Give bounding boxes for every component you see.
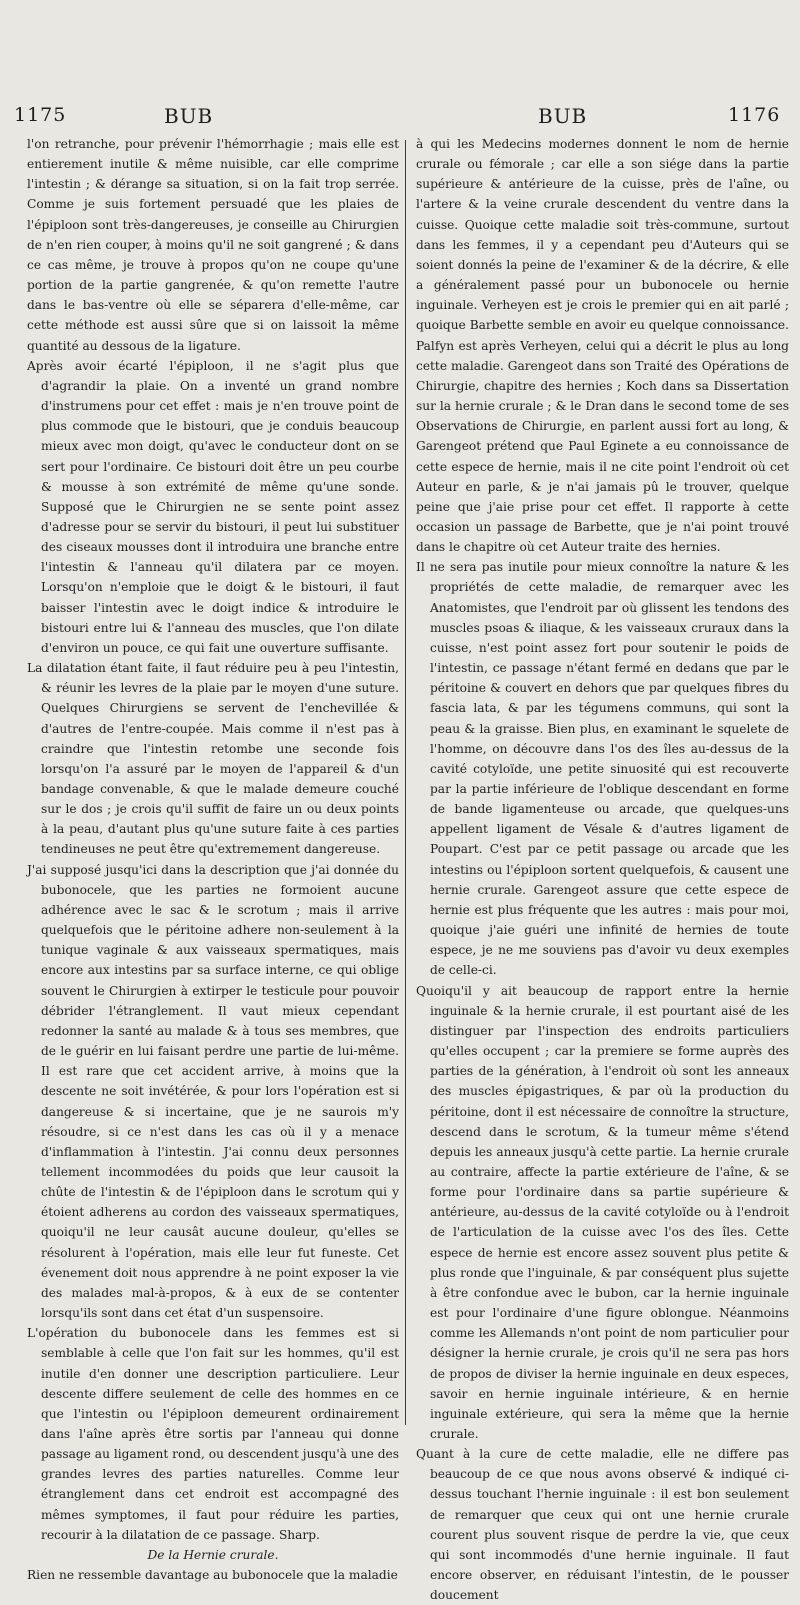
right-column [416, 134, 789, 1605]
right-paragraph-4: Quant à la cure de cette maladie, elle ne differe pas beaucoup de ce que nous avons observé & indiqué ci-dessus touchant l'hernie inguinale : il est bon seulement de remarquer que ceux qui ont une hernie crurale courent plus souvent risque de perdre la vie, que ceux qui sont incommodés d'une hernie inguinale. Il faut encore observer, en réduisant l'intestin, de le pousser doucement [416, 1447, 789, 1603]
left-paragraph-5: L'opération du bubonocele dans les femmes est si semblable à celle que l'on fait sur les hommes, qu'il est inutile d'en donner une description particuliere. Leur descente differe seulement de celle des hommes en ce que l'intestin ou l'épiploon demeurent ordinairement dans l'aîne après être sortis par l'anneau qui donne passage au ligament rond, ou descendent jusqu'à une des grandes levres des parties naturelles. Comme leur étranglement dans cet endroit est accompagné des mêmes symptomes, il faut pour réduire les parties, recourir à la dilatation de ce passage. Sharp. [27, 1326, 399, 1542]
right-running-head: BUB [538, 104, 588, 128]
left-page-number: 1175 [14, 104, 67, 126]
left-running-head: BUB [164, 104, 214, 128]
right-page-number: 1176 [728, 104, 781, 126]
left-paragraph-2: Après avoir écarté l'épiploon, il ne s'agit plus que d'agrandir la plaie. On a inventé un grand nombre d'instrumens pour cet effet : mais je n'en trouve point de plus commode que le bistouri, que je conduis beaucoup mieux avec mon doigt, qu'avec le conducteur dont on se sert pour l'ordinaire. Ce bistouri doit être un peu courbe & mousse à son extrémité de même qu'une sonde. Supposé que le Chirurgien ne se sente point assez d'adresse pour se servir du bistouri, il peut lui substituer des ciseaux mousses dont il introduira une branche entre l'intestin & l'anneau qu'il dilatera par ce moyen. Lorsqu'on n'emploie que le doigt & le bistouri, il faut baisser l'intestin avec le doigt indice & introduire le bistouri entre lui & l'anneau des muscles, que l'on dilate d'environ un pouce, ce qui fait une ouverture suffisante. [27, 358, 399, 655]
section-subheading: De la Hernie crurale. [147, 1547, 279, 1562]
right-paragraph-2: Il ne sera pas inutile pour mieux connoître la nature & les propriétés de cette maladie, de remarquer avec les Anatomistes, que l'endroit par où glissent les tendons des muscles psoas & iliaque, & les vaisseaux cruraux dans la cuisse, n'est point assez fort pour soutenir le poids de l'intestin, ce passage n'étant fermé en dedans que par le péritoine & couvert en dehors que par quelques fibres du fascia lata, & par les tégumens communs, qui sont la peau & la graisse. Bien plus, en examinant le squelete de l'homme, on découvre dans l'os des îles au-dessus de la cavité cotyloïde, une petite sinuosité qui est recouverte par la partie inférieure de l'oblique descendant en forme de bande ligamenteuse ou arcade, que quelques-uns appellent ligament de Vésale & d'autres ligament de Poupart. C'est par ce petit passage ou arcade que les intestins ou l'épiploon sortent quelquefois, & causent une hernie crurale. Garengeot assure que cette espece de hernie est plus fréquente que les autres : mais pour moi, quoique j'aie guéri une infinité de hernies de toute espece, je ne me souviens pas d'avoir vu deux exemples de celle-ci. [416, 560, 789, 978]
column-divider [405, 140, 406, 1425]
left-last-line: Rien ne ressemble davantage au bubonocele que la maladie [27, 1568, 398, 1583]
left-paragraph-1: l'on retranche, pour prévenir l'hémorrhagie ; mais elle est entierement inutile & même nuisible, car elle comprime l'intestin ; & dérange sa situation, si on la fait trop serrée. Comme je suis fortement persuadé que les plaies de l'épiploon sont très-dangereuses, je conseille au Chirurgien de n'en rien couper, à moins qu'il ne soit gangrené ; & dans ce cas même, je trouve à propos qu'on ne coupe qu'une portion de la partie gangrenée, & qu'on remette l'autre dans le bas-ventre où elle se séparera d'elle-même, car cette méthode est aussi sûre que si on laissoit la même quantité au dessous de la ligature. [27, 137, 399, 353]
left-paragraph-3: La dilatation étant faite, il faut réduire peu à peu l'intestin, & réunir les levres de la plaie par le moyen d'une suture. Quelques Chirurgiens se servent de l'enchevillée & d'autres de l'entre-coupée. Mais comme il n'est pas à craindre que l'intestin retombe une seconde fois lorsqu'on l'a assuré par le moyen de l'appareil & d'un bandage convenable, & que le malade demeure couché sur le dos ; je crois qu'il suffit de faire un ou deux points à la peau, d'autant plus qu'une suture faite à ces parties tendineuses ne peut être qu'extremement dangereuse. [27, 661, 399, 857]
left-column [27, 134, 399, 1585]
right-paragraph-1: à qui les Medecins modernes donnent le nom de hernie crurale ou fémorale ; car elle a son siége dans la partie supérieure & antérieure de la cuisse, près de l'aîne, ou l'artere & la veine crurale descendent du ventre dans la cuisse. Quoique cette maladie soit très-commune, surtout dans les femmes, il y a cependant peu d'Auteurs qui se soient donnés la peine de l'examiner & de la décrire, & elle a généralement passé pour un bubonocele ou hernie inguinale. Verheyen est je crois le premier qui en ait parlé ; quoique Barbette semble en avoir eu quelque connoissance. Palfyn est après Verheyen, celui qui a décrit le plus au long cette maladie. Garengeot dans son Traité des Opérations de Chirurgie, chapitre des hernies ; Koch dans sa Dissertation sur la hernie crurale ; & le Dran dans le second tome de ses Observations de Chirurgie, en parlent aussi fort au long, & Garengeot prétend que Paul Eginete a eu connoissance de cette espece de hernie, mais il ne cite point l'endroit où cet Auteur en parle, & je n'ai jamais pû le trouver, quelque peine que j'aie prise pour cet effet. Il rapporte à cette occasion un passage de Barbette, que je n'ai point trouvé dans le chapitre où cet Auteur traite des hernies. [416, 137, 789, 555]
right-paragraph-3: Quoiqu'il y ait beaucoup de rapport entre la hernie inguinale & la hernie crurale, il est pourtant aisé de les distinguer par l'inspection des endroits particuliers qu'elles occupent ; car la premiere se forme auprès des parties de la génération, à l'endroit où sont les anneaux des muscles épigastriques, & par où la production du péritoine, dont il est nécessaire de connoître la structure, descend dans le scrotum, & la tumeur même s'étend depuis les anneaux jusqu'à cette partie. La hernie crurale au contraire, affecte la partie extérieure de l'aîne, & se forme pour l'ordinaire dans sa partie supérieure & antérieure, au-dessus de la cavité cotyloïde ou à l'endroit de l'articulation de la cuisse avec l'os des îles. Cette espece de hernie est encore assez souvent plus petite & plus ronde que l'inguinale, & par conséquent plus sujette à être confondue avec le bubon, car la hernie inguinale est pour l'ordinaire d'une figure oblongue. Néanmoins comme les Allemands n'ont point de nom particulier pour désigner la hernie crurale, je crois qu'il ne sera pas hors de propos de diviser la hernie inguinale en deux especes, savoir en hernie inguinale intérieure, & en hernie inguinale extérieure, qui sera la même que la hernie crurale. [416, 983, 789, 1441]
left-paragraph-4: J'ai supposé jusqu'ici dans la description que j'ai donnée du bubonocele, que les parties ne formoient aucune adhérence avec le sac & le scrotum ; mais il arrive quelquefois que le péritoine adhere non-seulement à la tunique vaginale & aux vaisseaux spermatiques, mais encore aux intestins par sa surface interne, ce qui oblige souvent le Chirurgien à extirper le testicule pour pouvoir débrider l'étranglement. Il vaut mieux cependant redonner la santé au malade & à tous ses membres, que de le guérir en lui faisant perdre une partie de lui-même. Il est rare que cet accident arrive, à moins que la descente ne soit invétérée, & pour lors l'opération est si dangereuse & si incertaine, que je ne saurois m'y résoudre, si ce n'est dans les cas où il y a menace d'inflammation à l'intestin. J'ai connu deux personnes tellement incommodées du poids que leur causoit la chûte de l'intestin & de l'épiploon dans le scrotum qui y étoient adherens au cordon des vaisseaux spermatiques, quoiqu'il ne leur causât aucune douleur, qu'elles se résolurent à l'opération, mais elle leur fut funeste. Cet évenement doit nous apprendre à ne point exposer la vie des malades mal-à-propos, & à eux de se contenter lorsqu'ils sont dans cet état d'un suspensoire. [27, 862, 399, 1321]
